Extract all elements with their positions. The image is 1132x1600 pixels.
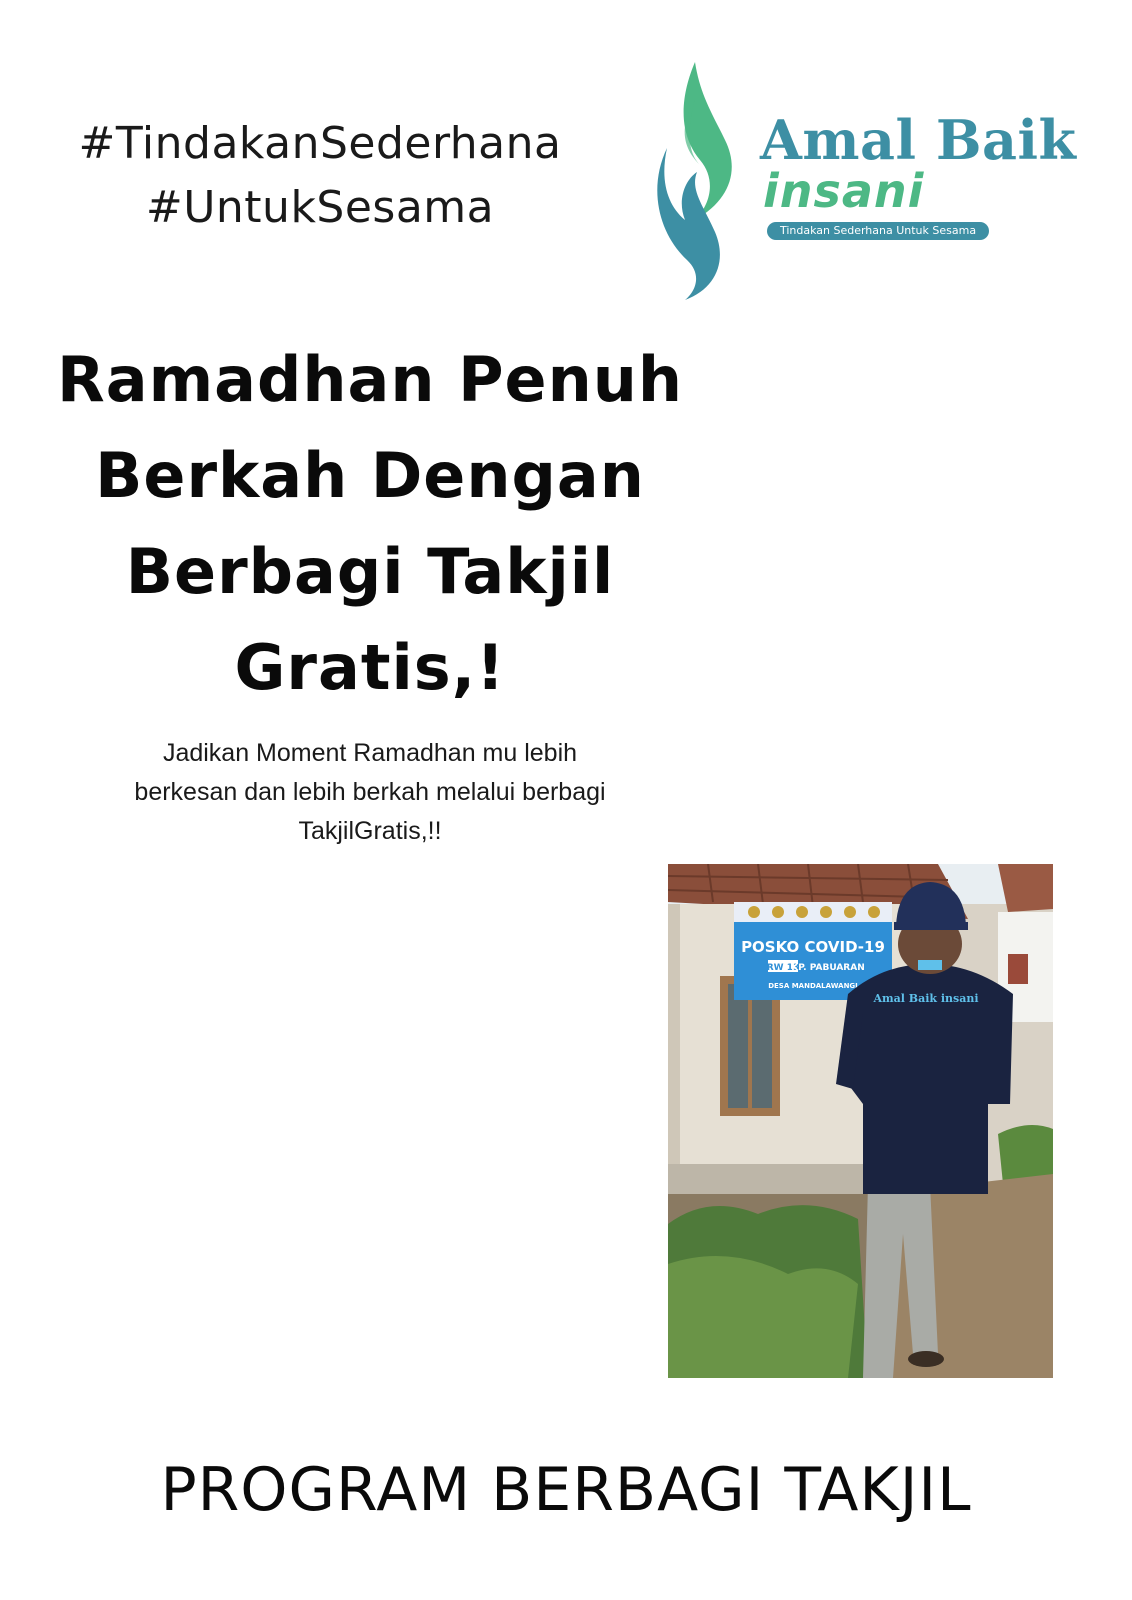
shirt-text: Amal Baik insani [873,992,979,1005]
headline [30,332,710,716]
headline-line-4: Gratis,! [234,631,506,704]
description-line-3: TakjilGratis,!! [298,817,442,845]
hashtag-line-1: #TindakanSederhana [78,118,562,169]
logo-name: Amal Baik [760,108,1077,172]
hashtag-line-2: #UntukSesama [145,182,495,233]
banner-desa: DESA MANDALAWANGI [768,982,858,990]
volunteer-photo [668,864,1053,1378]
logo [655,60,1105,300]
banner-title: POSKO COVID-19 [741,938,885,956]
description [90,734,650,851]
logo-tagline: Tindakan Sederhana Untuk Sesama [767,222,989,240]
logo-subname: insani [763,164,925,218]
hashtags [40,112,600,240]
headline-line-2: Berkah Dengan [95,439,645,512]
headline-line-1: Ramadhan Penuh [56,343,683,416]
banner-rw: RW 13 [766,963,800,973]
description-line-1: Jadikan Moment Ramadhan mu lebih [162,739,578,767]
banner-kp: KP. PABUARAN [791,963,865,973]
program-title: PROGRAM BERBAGI TAKJIL [160,1455,972,1525]
description-line-2: berkesan dan lebih berkah melalui berbagi [134,778,606,806]
headline-line-3: Berbagi Takjil [125,535,615,608]
flame-hands-icon [655,60,765,300]
